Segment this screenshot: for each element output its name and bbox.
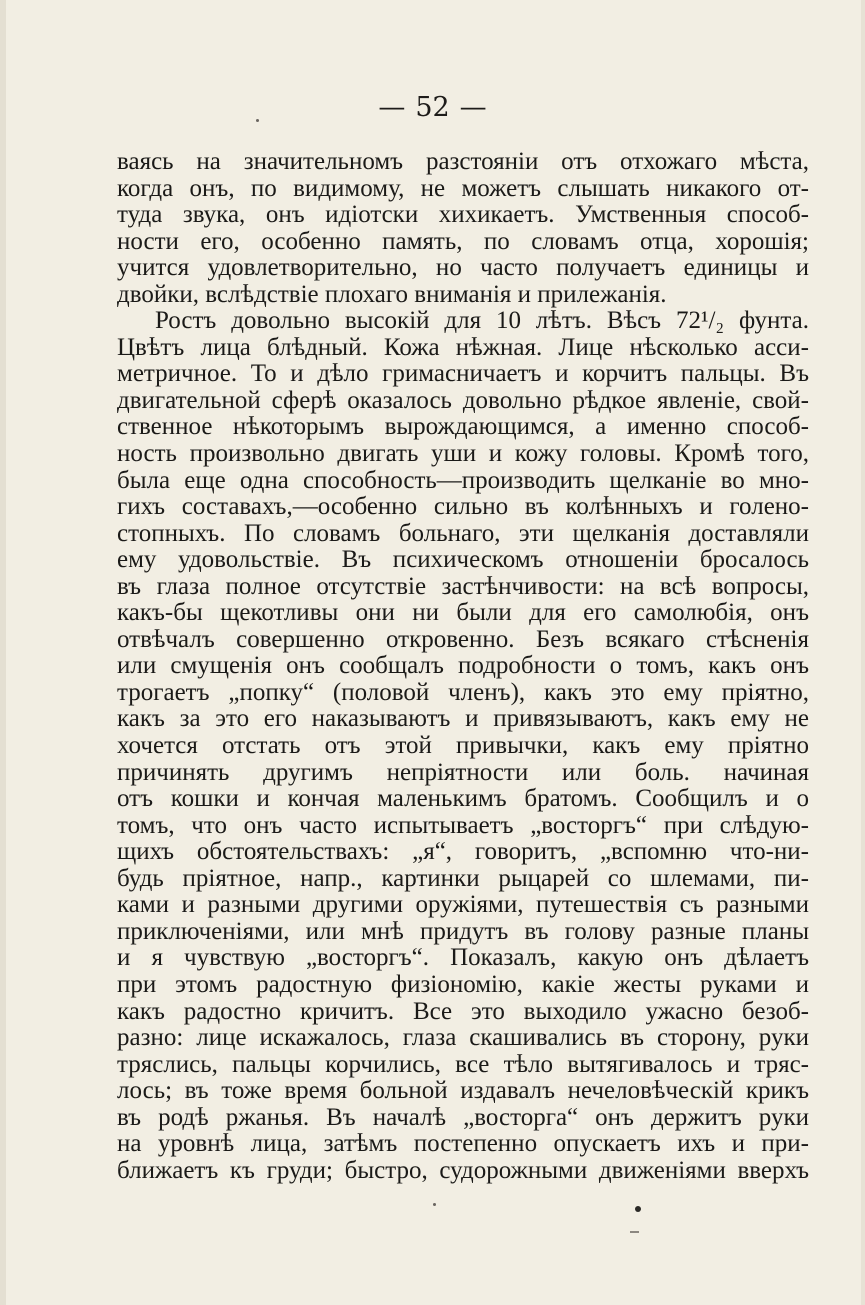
text-line: приключеніями, или мнѣ придутъ въ голову разные планы [117, 918, 809, 945]
text-line: отъ кошки и кончая маленькимъ братомъ. Сообщилъ и о [117, 786, 809, 813]
text-line: туда звука, онъ идіотски хихикаетъ. Умственныя способ- [117, 202, 809, 229]
page-number: — 52 — [378, 92, 487, 123]
print-speck [256, 119, 259, 122]
text-line: ками и разными другими оружіями, путешествія съ разными [117, 892, 809, 919]
text-line: учится удовлетворительно, но часто получаетъ единицы и [117, 255, 809, 282]
text-line: будь пріятное, напр., картинки рыцарей со шлемами, пи- [117, 865, 809, 892]
text-line: въ родѣ ржанья. Въ началѣ „восторга“ онъ держитъ руки [117, 1104, 809, 1131]
text-line: при этомъ радостную физіономію, какіе жесты руками и [117, 971, 809, 998]
text-line: стопныхъ. По словамъ больнаго, эти щелканія доставляли [117, 520, 809, 547]
text-line: причинять другимъ непріятности или боль. начиная [117, 759, 809, 786]
text-line: и я чувствую „восторгъ“. Показалъ, какую онъ дѣлаетъ [117, 945, 809, 972]
print-speck [433, 1203, 436, 1206]
text-line: ближаетъ къ груди; быстро, судорожными движеніями вверхъ [117, 1157, 809, 1184]
page-number-value: 52 [415, 92, 450, 123]
text-line: гихъ составахъ,—особенно сильно въ колѣнныхъ и голено- [117, 494, 809, 521]
text-line: двойки, вслѣдствіе плохаго вниманія и прилежанія. [117, 281, 667, 308]
text-line: Цвѣтъ лица блѣдный. Кожа нѣжная. Лице нѣсколько асси- [117, 334, 809, 361]
text-line: отвѣчалъ совершенно откровенно. Безъ всякаго стѣсненія [117, 626, 809, 653]
text-line: или смущенія онъ сообщалъ подробности о томъ, какъ онъ [117, 653, 809, 680]
text-line: ственное нѣкоторымъ вырождающимся, а именно способ- [117, 414, 809, 441]
text-line: ваясь на значительномъ разстояніи отъ отхожаго мѣста, [117, 149, 809, 175]
text-line: въ глаза полное отсутствіе застѣнчивости: на всѣ вопросы, [117, 573, 809, 600]
print-speck [635, 1206, 641, 1212]
text-line: какъ радостно кричитъ. Все это выходило ужасно безоб- [117, 998, 809, 1025]
text-line: тряслись, пальцы корчились, все тѣло вытягивалось и тряс- [117, 1051, 809, 1078]
text-line: двигательной сферѣ оказалось довольно рѣдкое явленіе, свой- [117, 387, 809, 414]
print-mark [630, 1231, 639, 1233]
text-line: хочется отстать отъ этой привычки, какъ ему пріятно [117, 733, 809, 760]
text-line: когда онъ, по видимому, не можетъ слышать никакого от- [117, 175, 809, 202]
body-text [117, 149, 809, 1184]
text-line: щихъ обстоятельствахъ: „я“, говоритъ, „вспомню что-ни- [117, 839, 809, 866]
text-line: какъ-бы щекотливы они ни были для его самолюбія, онъ [117, 600, 809, 627]
text-line: Ростъ довольно высокій для 10 лѣтъ. Вѣсъ 72¹/₂ фунта. [155, 308, 809, 335]
text-line: томъ, что онъ часто испытываетъ „восторгъ“ при слѣдую- [117, 812, 809, 839]
text-line: ности его, особенно память, по словамъ отца, хорошія; [117, 228, 809, 255]
text-line: метричное. То и дѣло гримасничаетъ и корчитъ пальцы. Въ [117, 361, 809, 388]
text-line: какъ за это его наказываютъ и привязываютъ, какъ ему не [117, 706, 809, 733]
text-line: была еще одна способность—производить щелканіе во мно- [117, 467, 809, 494]
text-line: на уровнѣ лица, затѣмъ постепенно опускаетъ ихъ и при- [117, 1131, 809, 1158]
text-line: разно: лице искажалось, глаза скашивались въ сторону, руки [117, 1025, 809, 1052]
text-line: трогаетъ „попку“ (половой членъ), какъ это ему пріятно, [117, 679, 809, 706]
text-line: лось; въ тоже время больной издавалъ нечеловѣческій крикъ [117, 1078, 809, 1105]
text-line: ность произвольно двигать уши и кожу головы. Кромѣ того, [117, 441, 809, 468]
text-line: ему удовольствіе. Въ психическомъ отношеніи бросалось [117, 547, 809, 574]
